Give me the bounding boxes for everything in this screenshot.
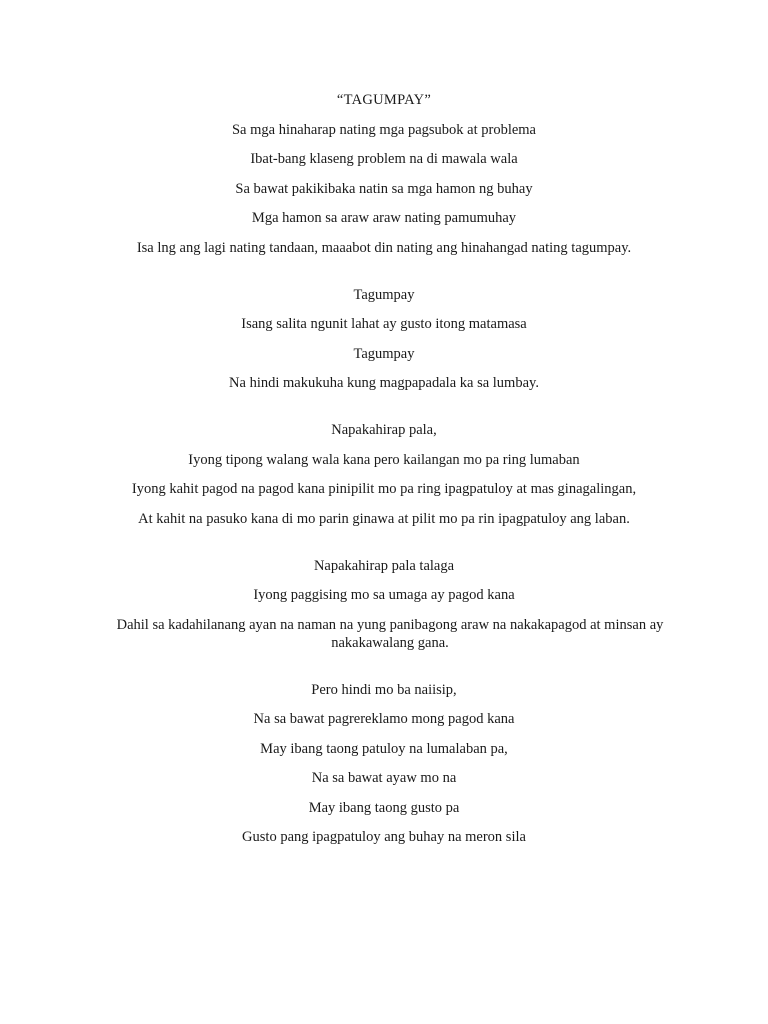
poem-line: Pero hindi mo ba naiisip, (311, 681, 457, 698)
poem-line: Na hindi makukuha kung magpapadala ka sa lumbay. (229, 375, 539, 391)
stanza-3 (90, 421, 678, 528)
poem-line: Mga hamon sa araw araw nating pamumuhay (251, 210, 517, 226)
poem-line: Na sa bawat pagrereklamo mong pagod kana (253, 711, 515, 727)
poem-line: Sa bawat pakikibaka natin sa mga hamon ng buhay (235, 180, 533, 197)
poem-line: Na sa bawat ayaw mo na (311, 770, 457, 786)
poem-line: Dahil sa kadahilanang ayan na naman na yung panibagong araw na nakakapagod at minsan ay nakakawalang gana. (116, 616, 664, 651)
poem-title: “TAGUMPAY” (336, 92, 432, 108)
poem-line: May ibang taong patuloy na lumalaban pa, (260, 740, 508, 757)
stanza-2 (90, 286, 678, 393)
poem-line: Isa lng ang lagi nating tandaan, maaabot din nating ang hinahangad nating tagumpay. (136, 239, 632, 256)
poem (90, 91, 678, 875)
poem-line: Isang salita ngunit lahat ay gusto itong matamasa (241, 316, 527, 332)
poem-line: Napakahirap pala, (331, 422, 437, 438)
poem-line: Iyong kahit pagod na pagod kana pinipilit mo pa ring ipagpatuloy at mas ginagalingan, (131, 481, 637, 497)
stanza-4 (90, 557, 678, 652)
poem-line: Iyong tipong walang wala kana pero kailangan mo pa ring lumaban (188, 451, 580, 468)
poem-line: May ibang taong gusto pa (308, 799, 460, 816)
poem-line: Sa mga hinaharap nating mga pagsubok at problema (231, 121, 536, 138)
poem-line: Ibat-bang klaseng problem na di mawala wala (250, 151, 518, 167)
poem-line: Tagumpay (353, 286, 415, 303)
poem-line: Napakahirap pala talaga (313, 557, 455, 574)
poem-line: Iyong paggising mo sa umaga ay pagod kana (253, 587, 515, 603)
poem-line: Tagumpay (353, 345, 415, 362)
stanza-1 (90, 121, 678, 257)
stanza-5 (90, 681, 678, 847)
poem-line: At kahit na pasuko kana di mo parin ginawa at pilit mo pa rin ipagpatuloy ang laban. (138, 510, 630, 527)
poem-line: Gusto pang ipagpatuloy ang buhay na meron sila (242, 829, 526, 845)
